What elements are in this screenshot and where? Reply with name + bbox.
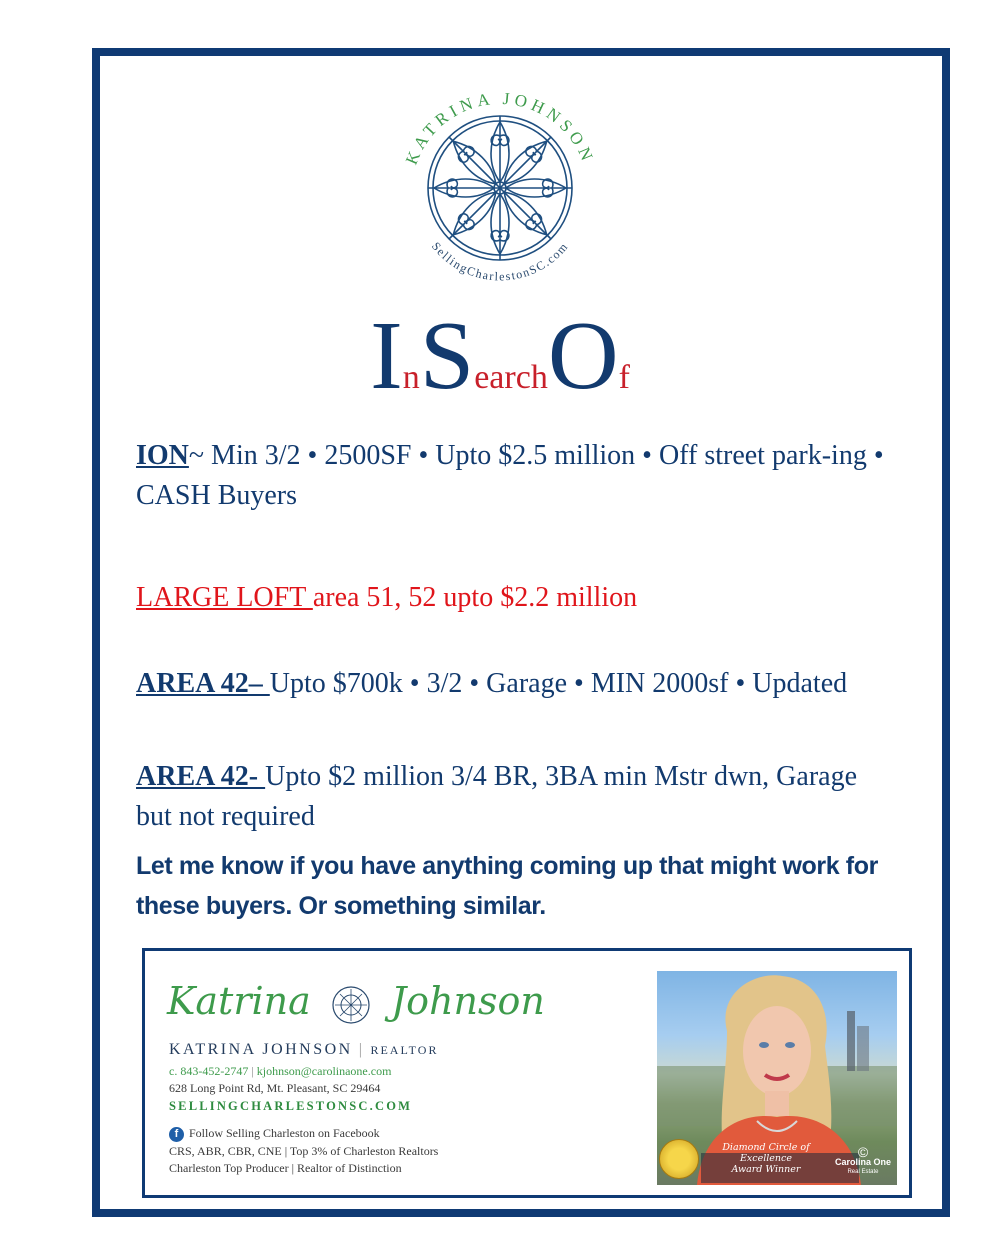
signature-first: Katrina — [167, 979, 311, 1023]
award-line-2: Award Winner — [731, 1164, 801, 1175]
logo-arc-name: KATRINA JOHNSON — [401, 88, 599, 168]
listing-large-loft — [136, 578, 896, 618]
company-logo — [834, 1144, 891, 1177]
agent-name: KATRINA JOHNSON — [169, 1041, 353, 1058]
title-letter-f: f — [618, 359, 630, 396]
business-card — [142, 948, 912, 1198]
listing-text: Upto $700k • 3/2 • Garage • MIN 2000sf • Updated — [269, 668, 848, 699]
page-title — [0, 300, 1000, 412]
address: 628 Long Point Rd, Mt. Pleasant, SC 29464 — [169, 1081, 381, 1095]
listing-heading: LARGE LOFT — [136, 582, 313, 613]
listing-heading: ION — [136, 440, 189, 471]
listing-area-42-a — [136, 664, 896, 704]
name-separator: | — [358, 1041, 365, 1058]
facebook-icon: f — [169, 1127, 184, 1142]
facebook-line[interactable] — [169, 1126, 380, 1142]
email-link[interactable]: kjohnson@carolinaone.com — [256, 1064, 392, 1078]
company-mark: © — [857, 1144, 869, 1160]
listing-text: Upto $2 million 3/4 BR, 3BA min Mstr dwn, Garage but not required — [136, 761, 858, 832]
listing-text: ~ Min 3/2 • 2500SF • Upto $2.5 million • Off street park-ing • CASH Buyers — [136, 440, 884, 511]
katrina-johnson-logo — [380, 76, 620, 306]
title-letter-s: S — [419, 302, 475, 410]
logo-arc-site: SellingCharlestonSC.com — [428, 239, 572, 284]
signature-last: Johnson — [390, 979, 545, 1023]
listing-heading: AREA 42– — [136, 668, 270, 699]
agent-role: REALTOR — [370, 1043, 439, 1057]
credentials: CRS, ABR, CBR, CNE | Top 3% of Charleston Realtors — [169, 1144, 439, 1158]
signature-logo — [167, 979, 545, 1025]
achievement-badge-icon — [659, 1139, 699, 1179]
title-letter-n: n — [402, 359, 420, 396]
facebook-text: Follow Selling Charleston on Facebook — [189, 1126, 380, 1140]
company-sub: Real Estate — [847, 1169, 879, 1175]
contact-line: c. 843-452-2747 | kjohnson@carolinaone.com — [169, 1064, 392, 1078]
company-name: Carolina One — [834, 1157, 891, 1167]
producer-line: Charleston Top Producer | Realtor of Distinction — [169, 1161, 402, 1175]
phone[interactable]: c. 843-452-2747 — [169, 1064, 249, 1078]
title-letter-o: O — [547, 302, 619, 410]
agent-name-line — [169, 1041, 438, 1059]
ironwork-rosette-icon — [428, 116, 572, 260]
listing-text: area 51, 52 upto $2.2 million — [312, 582, 638, 613]
rosette-medal-icon — [331, 985, 371, 1025]
closing-message: Let me know if you have anything coming up that might work for these buyers. Or something similar. — [136, 852, 878, 920]
title-word-earch: earch — [474, 359, 548, 396]
award-line-1: Diamond Circle of Excellence — [722, 1142, 810, 1164]
listing-heading: AREA 42- — [136, 761, 266, 792]
agent-photo — [657, 971, 897, 1185]
award-caption — [701, 1142, 831, 1175]
listing-ion — [136, 436, 896, 516]
website-link[interactable]: SELLINGCHARLESTONSC.COM — [169, 1099, 413, 1113]
title-letter-i: I — [370, 302, 403, 410]
listing-area-42-b — [136, 757, 896, 837]
